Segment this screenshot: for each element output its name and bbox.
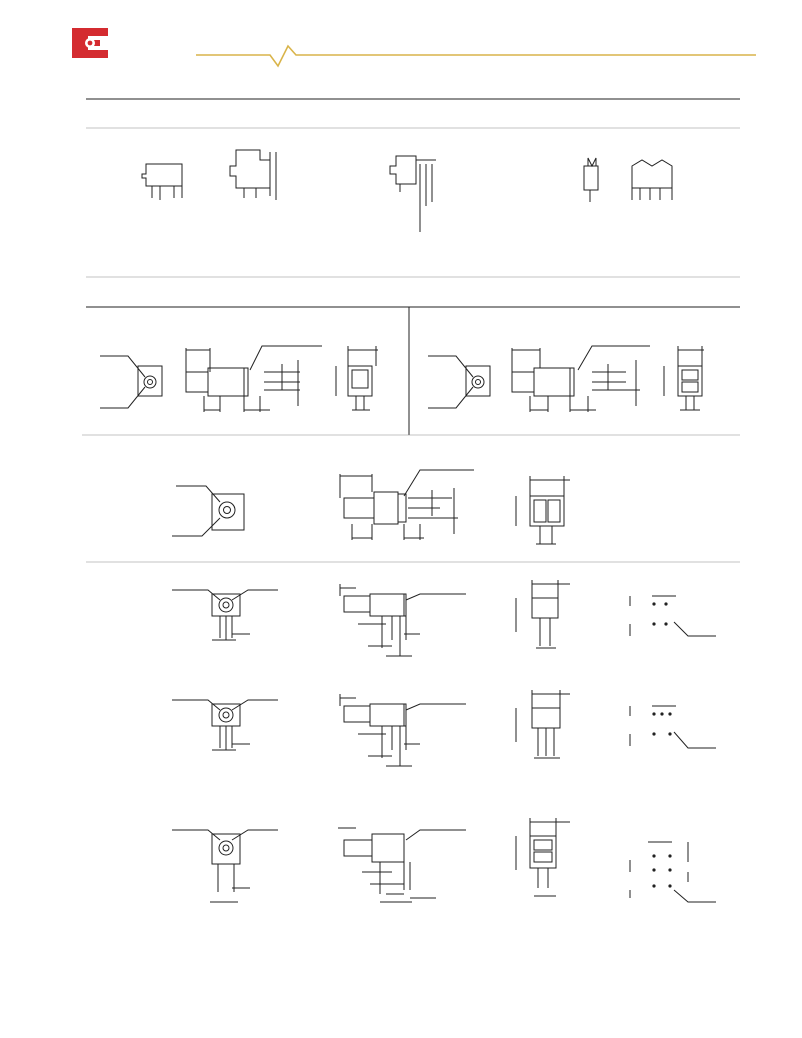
terminal-style-sketches [142,150,672,232]
bushing-option-a [100,346,378,412]
vertical-straight-view [584,158,598,202]
header-accent-line [196,46,756,66]
section-dividers [82,99,740,562]
vertical-extended-view [390,156,436,232]
right-angle-raised-view [230,150,276,200]
right-angle-pc-view [142,164,182,200]
terminal-row-1-holes [652,602,667,625]
terminal-row-1 [172,580,716,656]
bushing-option-b [428,346,704,412]
switch-body [208,368,248,396]
actuator-stem [186,372,208,392]
vertical-multi-pin-view [632,160,672,200]
terminal-row-2-holes [652,712,671,735]
terminal-row-3 [172,818,716,902]
terminal-row-2 [172,690,716,766]
single-bushing-drawing [172,470,570,544]
bushing-circle [144,376,156,388]
terminal-row-3-holes [652,854,671,887]
